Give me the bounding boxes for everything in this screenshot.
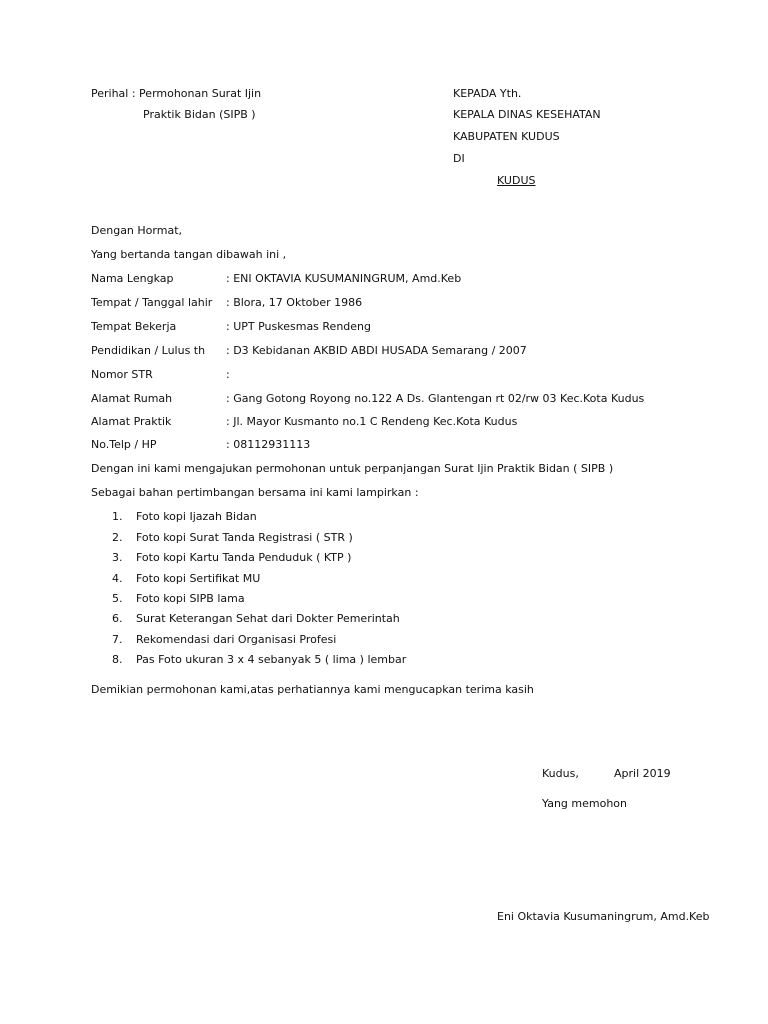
field-value-practice-address: : Jl. Mayor Kusmanto no.1 C Rendeng Kec.Kota Kudus <box>226 415 518 428</box>
list-item: Pas Foto ukuran 3 x 4 sebanyak 5 ( lima ) lembar <box>136 653 407 666</box>
field-label-name: Nama Lengkap <box>91 272 174 285</box>
field-label-workplace: Tempat Bekerja <box>91 320 177 333</box>
field-label-home-address: Alamat Rumah <box>91 392 173 405</box>
recipient-line-3: KABUPATEN KUDUS <box>453 130 560 143</box>
request-paragraph: Dengan ini kami mengajukan permohonan untuk perpanjangan Surat Ijin Praktik Bidan ( SIPB ) <box>91 462 614 475</box>
field-label-phone: No.Telp / HP <box>91 438 157 451</box>
list-item: Foto kopi Sertifikat MU <box>136 572 261 585</box>
list-item-number: 7. <box>112 633 123 646</box>
list-item-number: 6. <box>112 612 123 625</box>
intro-text: Yang bertanda tangan dibawah ini , <box>91 248 287 261</box>
list-item-number: 3. <box>112 551 123 564</box>
list-item: Surat Keterangan Sehat dari Dokter Pemerintah <box>136 612 400 625</box>
field-value-name: : ENI OKTAVIA KUSUMANINGRUM, Amd.Keb <box>226 272 462 285</box>
subject-line-2: Praktik Bidan (SIPB ) <box>143 108 256 121</box>
recipient-line-1: KEPADA Yth. <box>453 87 522 100</box>
closing-paragraph: Demikian permohonan kami,atas perhatiannya kami mengucapkan terima kasih <box>91 683 534 696</box>
recipient-line-2: KEPALA DINAS KESEHATAN <box>453 108 601 121</box>
field-value-home-address: : Gang Gotong Royong no.122 A Ds. Glantengan rt 02/rw 03 Kec.Kota Kudus <box>226 392 645 405</box>
attachments-intro: Sebagai bahan pertimbangan bersama ini kami lampirkan : <box>91 486 419 499</box>
list-item: Foto kopi Kartu Tanda Penduduk ( KTP ) <box>136 551 352 564</box>
list-item: Foto kopi Ijazah Bidan <box>136 510 257 523</box>
field-label-str: Nomor STR <box>91 368 153 381</box>
list-item-number: 8. <box>112 653 123 666</box>
list-item-number: 2. <box>112 531 123 544</box>
salutation: Dengan Hormat, <box>91 224 182 237</box>
field-value-birth: : Blora, 17 Oktober 1986 <box>226 296 363 309</box>
field-value-education: : D3 Kebidanan AKBID ABDI HUSADA Semarang / 2007 <box>226 344 527 357</box>
list-item: Foto kopi SIPB lama <box>136 592 245 605</box>
field-label-practice-address: Alamat Praktik <box>91 415 172 428</box>
signer-name: Eni Oktavia Kusumaningrum, Amd.Keb <box>497 910 710 923</box>
list-item: Rekomendasi dari Organisasi Profesi <box>136 633 337 646</box>
list-item-number: 5. <box>112 592 123 605</box>
field-label-education: Pendidikan / Lulus th <box>91 344 206 357</box>
field-value-str: : <box>226 368 230 381</box>
list-item-number: 1. <box>112 510 123 523</box>
requester-label: Yang memohon <box>542 797 627 810</box>
recipient-line-4: DI <box>453 152 465 165</box>
signature-date: April 2019 <box>614 767 671 780</box>
subject-line-1: Perihal : Permohonan Surat Ijin <box>91 87 262 100</box>
field-value-workplace: : UPT Puskesmas Rendeng <box>226 320 371 333</box>
list-item-number: 4. <box>112 572 123 585</box>
list-item: Foto kopi Surat Tanda Registrasi ( STR ) <box>136 531 353 544</box>
signature-place: Kudus, <box>542 767 579 780</box>
field-label-birth: Tempat / Tanggal lahir <box>91 296 213 309</box>
field-value-phone: : 08112931113 <box>226 438 311 451</box>
recipient-city: KUDUS <box>497 174 536 187</box>
